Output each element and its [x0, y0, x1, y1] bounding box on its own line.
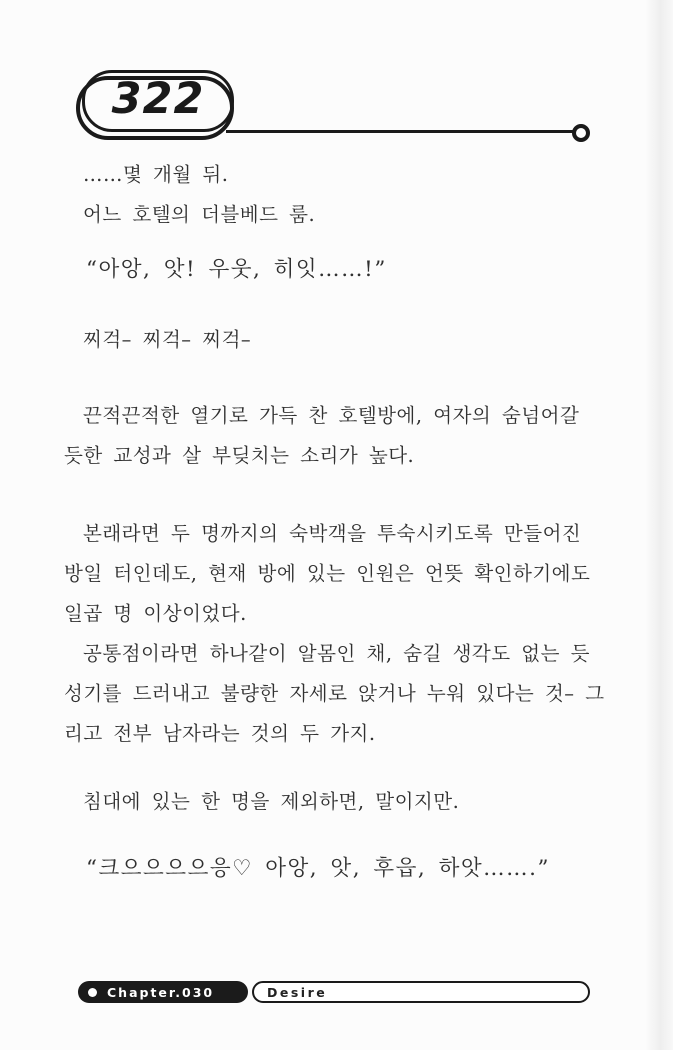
rule-endcap-circle-icon [572, 124, 590, 142]
text-line: 찌걱– 찌걱– 찌걱– [83, 328, 252, 351]
text-line: 침대에 있는 한 명을 제외하면, 말이지만. [83, 790, 460, 813]
page-number: 322 [111, 74, 205, 124]
chapter-label: Chapter.030 [107, 984, 215, 1000]
chapter-pill [78, 981, 248, 1003]
text-line: 공통점이라면 하나같이 알몸인 채, 숨길 생각도 없는 듯 [83, 642, 591, 665]
text-line: 일곱 명 이상이었다. [64, 602, 247, 625]
text-line: “아앙, 앗! 우웃, 히잇……!” [86, 257, 387, 282]
text-line: 리고 전부 남자라는 것의 두 가지. [64, 722, 376, 745]
chapter-dot-icon [88, 988, 97, 997]
page-edge-shadow [645, 0, 673, 1050]
title-label: Desire [267, 984, 328, 1000]
text-line: 어느 호텔의 더블베드 룸. [83, 203, 316, 226]
text-line: “크으으으으응♡ 아앙, 앗, 후읍, 하앗…….” [86, 856, 550, 881]
text-line: 본래라면 두 명까지의 숙박객을 투숙시키도록 만들어진 [83, 522, 582, 545]
page-number-badge [82, 70, 234, 132]
body-text [64, 155, 617, 889]
header-rule [226, 130, 576, 133]
title-pill [252, 981, 590, 1003]
text-line: 방일 터인데도, 현재 방에 있는 인원은 언뜻 확인하기에도 [64, 562, 591, 585]
text-line: ……몇 개월 뒤. [83, 163, 229, 186]
text-line: 성기를 드러내고 불량한 자세로 앉거나 누워 있다는 것– 그 [64, 682, 605, 705]
text-line: 끈적끈적한 열기로 가득 찬 호텔방에, 여자의 숨넘어갈 [83, 404, 580, 427]
text-line: 듯한 교성과 살 부딪치는 소리가 높다. [64, 444, 415, 467]
